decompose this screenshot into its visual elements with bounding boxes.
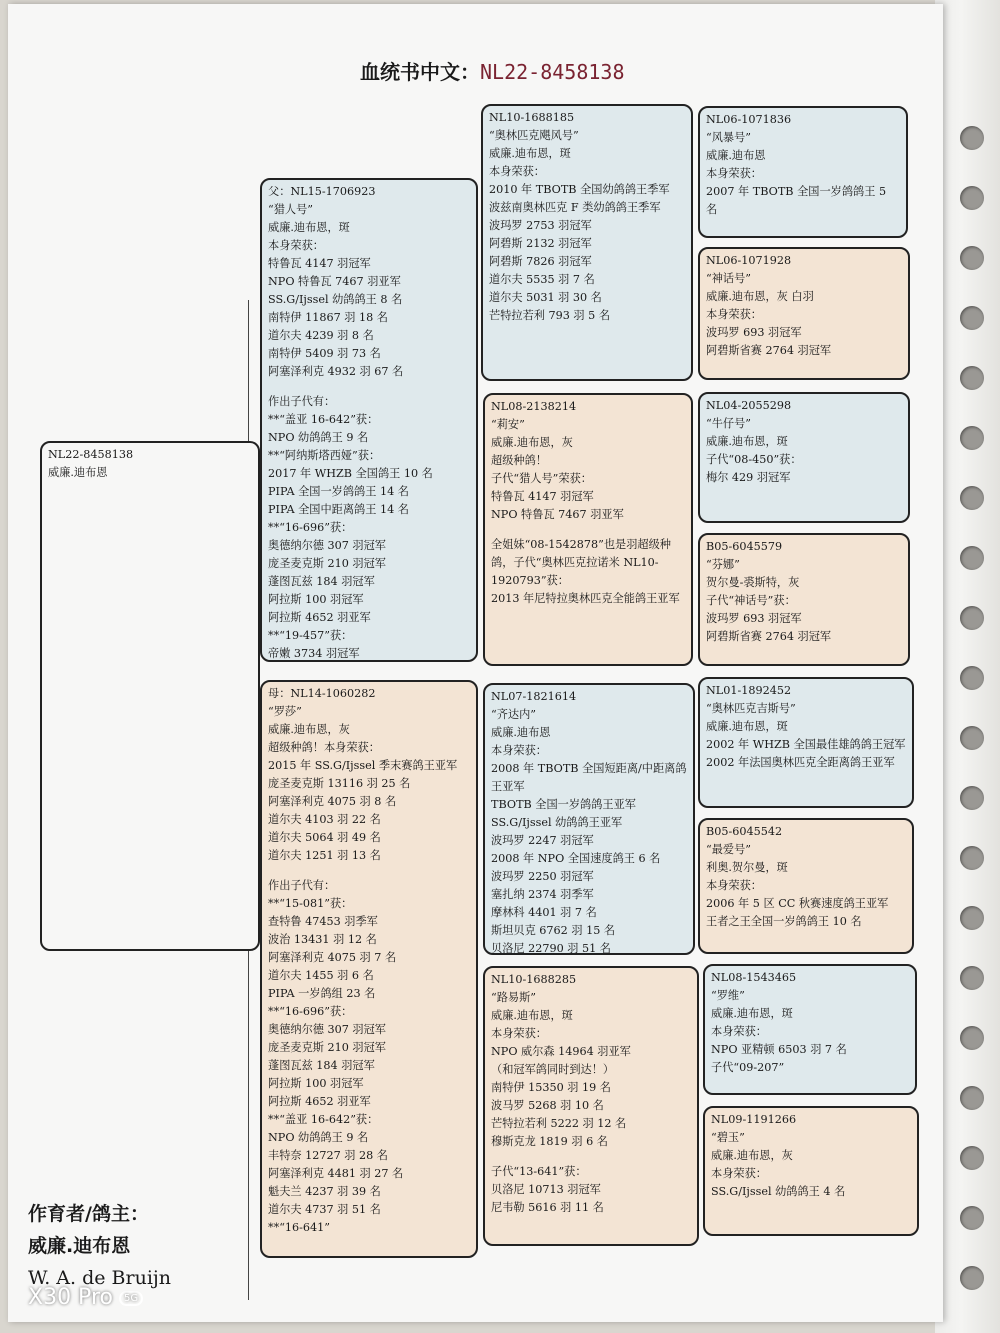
- binder-hole: [960, 1146, 984, 1170]
- dam-line: 作出子代有：: [268, 879, 336, 892]
- g2-line: 阿碧斯省赛 2764 羽冠军: [706, 344, 832, 357]
- g5-owner: 威廉.迪布恩，斑: [706, 720, 788, 733]
- g4-line: 阿碧斯省赛 2764 羽冠军: [706, 630, 832, 643]
- ds-line: 本身荣获：: [491, 744, 547, 757]
- ds-line: 波玛罗 2247 羽冠军: [491, 834, 594, 847]
- ggp-card-7: [703, 964, 917, 1095]
- page-title: [360, 56, 625, 85]
- g8-name: “碧玉”: [711, 1131, 745, 1144]
- ss-line: 本身荣获：: [489, 165, 545, 178]
- g4-line: 子代“神话号”获：: [706, 594, 796, 607]
- ss-line: 阿碧斯 2132 羽冠军: [489, 237, 592, 250]
- breeder-label: 作育者/鸽主：: [28, 1203, 149, 1225]
- dam-line: **“16-641”: [268, 1221, 330, 1234]
- sire-line: **“阿纳斯塔西娅”获：: [268, 449, 381, 462]
- g3-name: “牛仔号”: [706, 417, 752, 430]
- binder-hole: [960, 486, 984, 510]
- ggp-card-8: [703, 1106, 919, 1236]
- g6-ring: B05-6045542: [706, 825, 783, 838]
- g1-line: 本身荣获：: [706, 167, 762, 180]
- binder-hole: [960, 1266, 984, 1290]
- g8-ring: NL09-1191266: [711, 1113, 797, 1126]
- dam-dam-card: [483, 966, 699, 1246]
- dam-line: 阿塞泽利克 4481 羽 27 名: [268, 1167, 404, 1180]
- ss-line: 道尔夫 5031 羽 30 名: [489, 291, 602, 304]
- dam-name: “罗莎”: [268, 705, 302, 718]
- ds-line: TBOTB 全国一岁鸽鸽王亚军: [491, 798, 636, 811]
- sire-line: 特鲁瓦 4147 羽冠军: [268, 257, 371, 270]
- g6-name: “最爱号”: [706, 843, 752, 856]
- dam-line: 道尔夫 4737 羽 51 名: [268, 1203, 381, 1216]
- ss-line: 2010 年 TBOTB 全国幼鸽鸽王季军: [489, 183, 670, 196]
- ss-line: 道尔夫 5535 羽 7 名: [489, 273, 595, 286]
- dd-line: NPO 威尔森 14964 羽亚军: [491, 1045, 631, 1058]
- breeder-name-en: W. A. de Bruijn: [28, 1267, 172, 1289]
- ss-name: “奥林匹克飓风号”: [489, 129, 579, 142]
- breeder-name-cn: 威廉.迪布恩: [28, 1235, 131, 1257]
- sd-ring: NL08-2138214: [491, 400, 577, 413]
- camera-watermark: [28, 1285, 143, 1310]
- g6-owner: 利奥.贺尔曼，斑: [706, 861, 788, 874]
- sire-line: 本身荣获：: [268, 239, 324, 252]
- binder-hole: [960, 546, 984, 570]
- g6-line: 2006 年 5 区 CC 秋赛速度鸽王亚军: [706, 897, 889, 910]
- binder-hole: [960, 666, 984, 690]
- g5-line: 2002 年法国奥林匹克全距离鸽王亚军: [706, 756, 895, 769]
- sire-owner: 威廉.迪布恩，斑: [268, 221, 350, 234]
- sire-line: NPO 幼鸽鸽王 9 名: [268, 431, 369, 444]
- dd-name: “路易斯”: [491, 991, 537, 1004]
- ds-line: 塞扎纳 2374 羽季军: [491, 888, 594, 901]
- sd-line: 特鲁瓦 4147 羽冠军: [491, 490, 594, 503]
- ss-owner: 威廉.迪布恩，斑: [489, 147, 571, 160]
- sd-line: 2013 年尼特拉奥林匹克全能鸽王亚军: [491, 592, 680, 605]
- g7-line: 子代“09-207”: [711, 1061, 785, 1074]
- dam-line: 2015 年 SS.G/Ijssel 季末赛鸽王亚军: [268, 759, 458, 772]
- sire-line: 帝嫩 3734 羽冠军: [268, 647, 360, 660]
- spacer: [491, 524, 685, 536]
- dd-owner: 威廉.迪布恩，斑: [491, 1009, 573, 1022]
- dd-line: 尼韦勒 5616 羽 11 名: [491, 1201, 604, 1214]
- binder-hole: [960, 1086, 984, 1110]
- g8-line: SS.G/Ijssel 幼鸽鸽王 4 名: [711, 1185, 846, 1198]
- ds-line: 贝洛尼 22790 羽 51 名: [491, 942, 611, 955]
- g6-line: 王者之王全国一岁鸽鸽王 10 名: [706, 915, 862, 928]
- g2-line: 波玛罗 693 羽冠军: [706, 326, 802, 339]
- binder-hole: [960, 846, 984, 870]
- dam-line: 阿塞泽利克 4075 羽 8 名: [268, 795, 397, 808]
- g3-ring: NL04-2055298: [706, 399, 792, 412]
- ds-line: 2008 年 NPO 全国速度鸽王 6 名: [491, 852, 661, 865]
- sire-card: [260, 178, 478, 662]
- sire-line: 阿拉斯 4652 羽亚军: [268, 611, 371, 624]
- dam-line: 阿拉斯 100 羽冠军: [268, 1077, 364, 1090]
- binder-hole: [960, 606, 984, 630]
- g5-name: “奥林匹克吉斯号”: [706, 702, 796, 715]
- sire-name: “猎人号”: [268, 203, 314, 216]
- dd-line: （和冠军鸽同时到达！）: [491, 1063, 615, 1076]
- dam-line: 超级种鸽！本身荣获：: [268, 741, 380, 754]
- dam-line: 道尔夫 1251 羽 13 名: [268, 849, 381, 862]
- binder-hole: [960, 306, 984, 330]
- sire-line: 阿塞泽利克 4932 羽 67 名: [268, 365, 404, 378]
- subject-ring: NL22-8458138: [48, 448, 134, 461]
- ds-line: 波玛罗 2250 羽冠军: [491, 870, 594, 883]
- dam-line: 奥德纳尔德 307 羽冠军: [268, 1023, 386, 1036]
- sire-line: 道尔夫 4239 羽 8 名: [268, 329, 374, 342]
- sd-line: NPO 特鲁瓦 7467 羽亚军: [491, 508, 624, 521]
- g7-line: 本身荣获：: [711, 1025, 767, 1038]
- spacer: [268, 865, 470, 877]
- ggp-card-2: [698, 247, 910, 380]
- sire-line: 南特伊 11867 羽 18 名: [268, 311, 388, 324]
- ggp-card-5: [698, 677, 914, 808]
- g5-ring: NL01-1892452: [706, 684, 792, 697]
- spacer: [491, 1151, 691, 1163]
- g1-owner: 威廉.迪布恩: [706, 149, 766, 162]
- dd-line: 穆斯克龙 1819 羽 6 名: [491, 1135, 608, 1148]
- g4-ring: B05-6045579: [706, 540, 783, 553]
- dam-line: 庞圣麦克斯 210 羽冠军: [268, 1041, 386, 1054]
- ss-line: 阿碧斯 7826 羽冠军: [489, 255, 592, 268]
- dam-line: PIPA 一岁鸽组 23 名: [268, 987, 376, 1000]
- g2-name: “神话号”: [706, 272, 752, 285]
- ds-line: 2008 年 TBOTB 全国短距离/中距离鸽王亚军: [491, 762, 687, 793]
- ds-line: 摩林科 4401 羽 7 名: [491, 906, 597, 919]
- binder-hole: [960, 1026, 984, 1050]
- binder-hole: [960, 246, 984, 270]
- dam-line: 丰特奈 12727 羽 28 名: [268, 1149, 388, 1162]
- g8-line: 本身荣获：: [711, 1167, 767, 1180]
- dam-line: 道尔夫 1455 羽 6 名: [268, 969, 374, 982]
- g7-name: “罗维”: [711, 989, 745, 1002]
- sire-line: **“16-696”获：: [268, 521, 353, 534]
- dam-ring: 母：NL14-1060282: [268, 687, 376, 700]
- ss-line: 波兹南奥林匹克 F 类幼鸽鸽王季军: [489, 201, 661, 214]
- sd-owner: 威廉.迪布恩，灰: [491, 436, 573, 449]
- dd-line: 南特伊 15350 羽 19 名: [491, 1081, 611, 1094]
- watermark-badge: 5G: [119, 1291, 143, 1306]
- g8-owner: 威廉.迪布恩，灰: [711, 1149, 793, 1162]
- sire-line: 庞圣麦克斯 210 羽冠军: [268, 557, 386, 570]
- dam-line: 魁夫兰 4237 羽 39 名: [268, 1185, 381, 1198]
- dam-card: [260, 680, 478, 1258]
- sd-line: 子代“猎人号”荣获：: [491, 472, 592, 485]
- dam-owner: 威廉.迪布恩，灰: [268, 723, 350, 736]
- g1-name: “风暴号”: [706, 131, 752, 144]
- ss-line: 芒特拉若利 793 羽 5 名: [489, 309, 611, 322]
- binder-hole: [960, 366, 984, 390]
- dam-line: **“盖亚 16-642”获：: [268, 1113, 379, 1126]
- ds-name: “齐达内”: [491, 708, 537, 721]
- ggp-card-1: [698, 106, 908, 238]
- dam-line: NPO 幼鸽鸽王 9 名: [268, 1131, 369, 1144]
- dam-line: 波治 13431 羽 12 名: [268, 933, 377, 946]
- sire-line: PIPA 全国中距离鸽王 14 名: [268, 503, 409, 516]
- ds-ring: NL07-1821614: [491, 690, 577, 703]
- g3-owner: 威廉.迪布恩，斑: [706, 435, 788, 448]
- sd-line: 超级种鸽！: [491, 454, 547, 467]
- sire-ring: 父：NL15-1706923: [268, 185, 376, 198]
- title-ring-number: NL22-8458138: [480, 60, 625, 84]
- dam-line: 阿拉斯 4652 羽亚军: [268, 1095, 371, 1108]
- sire-line: 2017 年 WHZB 全国鸽王 10 名: [268, 467, 433, 480]
- dd-line: 芒特拉若利 5222 羽 12 名: [491, 1117, 627, 1130]
- binder-hole: [960, 966, 984, 990]
- sd-line: 全姐妹“08-1542878”也是羽超级种鸽，子代“奥林匹克拉诺米 NL10-1920793”获：: [491, 538, 671, 587]
- watermark-text: X30 Pro: [28, 1285, 113, 1310]
- dd-line: 贝洛尼 10713 羽冠军: [491, 1183, 601, 1196]
- ds-owner: 威廉.迪布恩: [491, 726, 551, 739]
- subject-owner: 威廉.迪布恩: [48, 466, 108, 479]
- binder-hole: [960, 786, 984, 810]
- sire-line: 奥德纳尔德 307 羽冠军: [268, 539, 386, 552]
- binder-hole: [960, 1206, 984, 1230]
- sire-line: NPO 特鲁瓦 7467 羽亚军: [268, 275, 401, 288]
- sire-line: PIPA 全国一岁鸽鸽王 14 名: [268, 485, 409, 498]
- ggp-card-6: [698, 818, 914, 954]
- dam-line: 阿塞泽利克 4075 羽 7 名: [268, 951, 397, 964]
- g3-line: 梅尔 429 羽冠军: [706, 471, 791, 484]
- dam-line: 道尔夫 4103 羽 22 名: [268, 813, 381, 826]
- dam-line: 庞圣麦克斯 13116 羽 25 名: [268, 777, 411, 790]
- ss-line: 波玛罗 2753 羽冠军: [489, 219, 592, 232]
- dam-line: **“15-081”获：: [268, 897, 353, 910]
- g2-line: 本身荣获：: [706, 308, 762, 321]
- binder-hole: [960, 186, 984, 210]
- spacer: [268, 381, 470, 393]
- g4-line: 波玛罗 693 羽冠军: [706, 612, 802, 625]
- title-label: 血统书中文：: [360, 60, 480, 84]
- dd-line: 波马罗 5268 羽 10 名: [491, 1099, 604, 1112]
- sire-line: 南特伊 5409 羽 73 名: [268, 347, 381, 360]
- ggp-card-4: [698, 533, 910, 666]
- g7-line: NPO 亚精顿 6503 羽 7 名: [711, 1043, 847, 1056]
- subject-card: [40, 441, 260, 951]
- g7-owner: 威廉.迪布恩，斑: [711, 1007, 793, 1020]
- sire-line: SS.G/Ijssel 幼鸽鸽王 8 名: [268, 293, 403, 306]
- sire-line: 蓬图瓦兹 184 羽冠军: [268, 575, 375, 588]
- dam-line: **“16-696”获：: [268, 1005, 353, 1018]
- sire-sire-card: [481, 104, 693, 381]
- g2-owner: 威廉.迪布恩，灰 白羽: [706, 290, 814, 303]
- g1-ring: NL06-1071836: [706, 113, 792, 126]
- dam-line: 查特鲁 47453 羽季军: [268, 915, 378, 928]
- binder-hole: [960, 726, 984, 750]
- dd-line: 子代“13-641”获：: [491, 1165, 587, 1178]
- sire-line: 阿拉斯 100 羽冠军: [268, 593, 364, 606]
- g5-line: 2002 年 WHZB 全国最佳雄鸽鸽王冠军: [706, 738, 906, 751]
- g1-line: 2007 年 TBOTB 全国一岁鸽鸽王 5 名: [706, 185, 887, 216]
- g6-line: 本身荣获：: [706, 879, 762, 892]
- dd-ring: NL10-1688285: [491, 973, 577, 986]
- sire-line: 作出子代有：: [268, 395, 336, 408]
- ss-ring: NL10-1688185: [489, 111, 575, 124]
- ds-line: 斯坦贝克 6762 羽 15 名: [491, 924, 616, 937]
- g2-ring: NL06-1071928: [706, 254, 792, 267]
- sire-dam-card: [483, 393, 693, 666]
- g4-owner: 贺尔曼-裘斯特，灰: [706, 576, 800, 589]
- ds-line: SS.G/Ijssel 幼鸽鸽王亚军: [491, 816, 623, 829]
- sire-line: **“盖亚 16-642”获：: [268, 413, 379, 426]
- g4-name: “芬娜”: [706, 558, 740, 571]
- breeder-block: [28, 1198, 171, 1294]
- dd-line: 本身荣获：: [491, 1027, 547, 1040]
- dam-sire-card: [483, 683, 695, 955]
- g3-line: 子代“08-450”获：: [706, 453, 802, 466]
- dam-line: 道尔夫 5064 羽 49 名: [268, 831, 381, 844]
- binder-hole: [960, 906, 984, 930]
- dam-line: 蓬图瓦兹 184 羽冠军: [268, 1059, 375, 1072]
- sd-name: “莉安”: [491, 418, 525, 431]
- ggp-card-3: [698, 392, 910, 523]
- binder-hole: [960, 426, 984, 450]
- binder-hole: [960, 126, 984, 150]
- g7-ring: NL08-1543465: [711, 971, 797, 984]
- sire-line: **“19-457”获：: [268, 629, 353, 642]
